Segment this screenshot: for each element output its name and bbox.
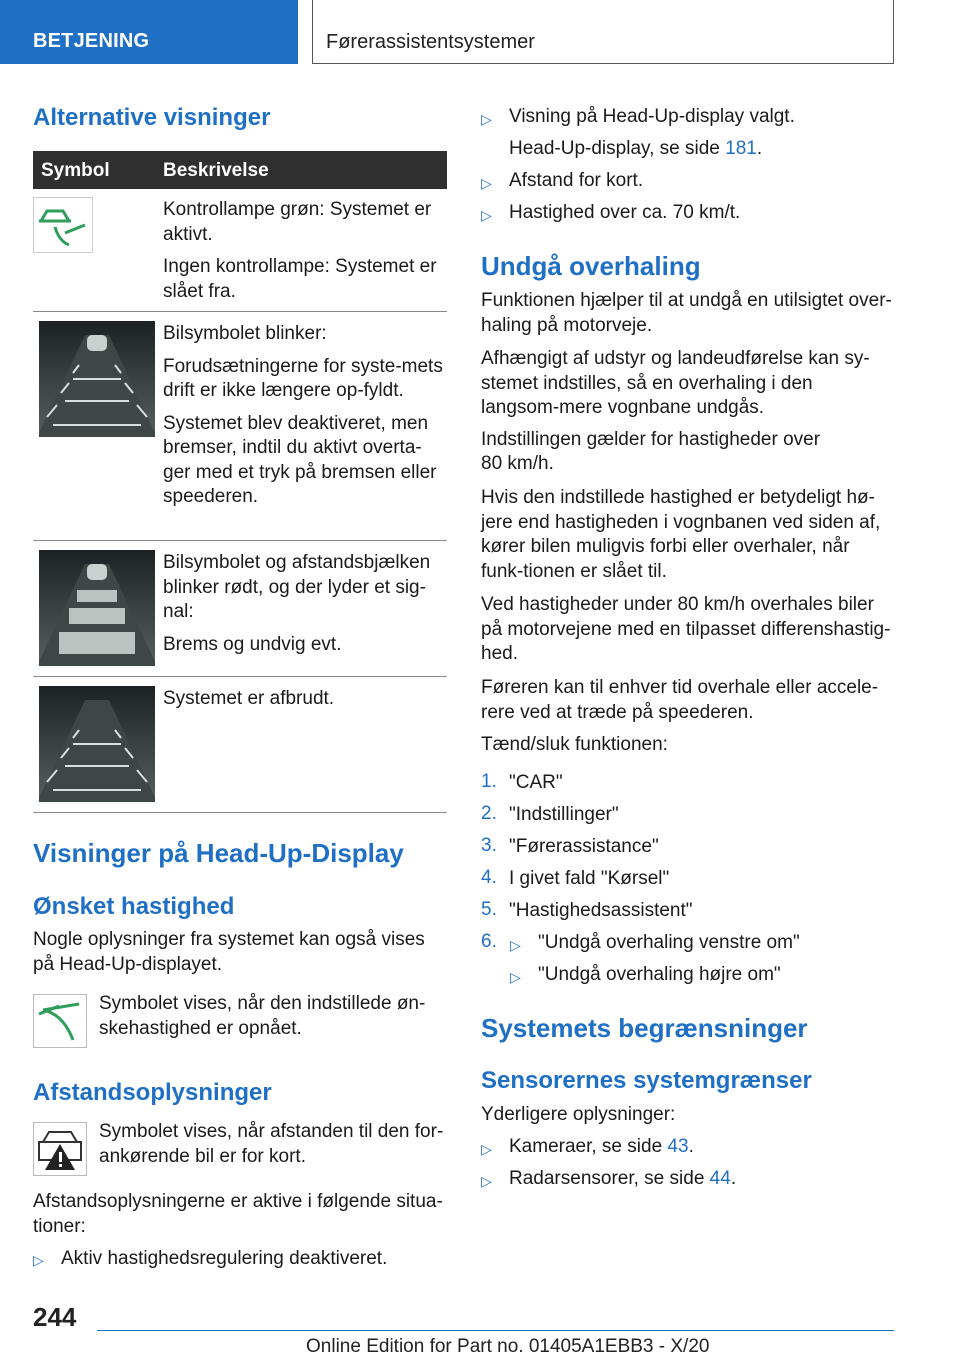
bullet-triangle-icon: ▷ [481, 175, 492, 191]
page-link-43[interactable]: 43 [667, 1136, 689, 1157]
distance-warning-icon [33, 1122, 87, 1176]
paragraph-5: Ved hastigheder under 80 km/h overhales biler på motorvejene med en tilpasset differenshastig-hed. [481, 594, 891, 664]
step-text: "Førerassistance" [509, 836, 659, 857]
col-description: Beskrivelse [163, 160, 269, 181]
page-number: 244 [33, 1302, 77, 1332]
row-divider [33, 676, 447, 677]
bullet-triangle-icon: ▷ [481, 207, 492, 223]
car-lanes-grey-icon [39, 321, 155, 437]
table-header [33, 151, 447, 189]
bullet-speed-over: Hastighed over ca. 70 km/t. [509, 202, 741, 223]
row-3-line-2: Brems og undvig evt. [163, 633, 342, 655]
bullet-triangle-icon: ▷ [481, 1173, 492, 1189]
distance-icon-description: Symbolet vises, når afstanden til den for-ankørende bil er for kort. [99, 1121, 444, 1167]
step-text: "CAR" [509, 772, 563, 793]
camera-reference-text: Kameraer, se side [509, 1136, 668, 1157]
hud-reference: Head-Up-display, se side 181. [509, 138, 763, 159]
row-4-description [163, 687, 445, 720]
heading-desired-speed: Ønsket hastighed [33, 893, 235, 920]
section-label: BETJENING [33, 30, 150, 52]
step-text: "Hastighedsassistent" [509, 900, 693, 921]
step-number: 6. [481, 931, 497, 952]
lanes-empty-icon [39, 686, 155, 802]
row-1-line-2: Ingen kontrollampe: Systemet er slået fra. [163, 256, 437, 302]
page-link-181[interactable]: 181 [725, 138, 757, 159]
row-2-line-3: Systemet blev deaktiveret, men bremser, indtil du aktivt overta-ger med et tryk på bremsen eller speederen. [163, 412, 437, 507]
distance-paragraph: Afstandsoplysningerne er aktive i følgende situa-tioner: [33, 1191, 443, 1237]
heading-sensor-limits: Sensorernes systemgrænser [481, 1067, 812, 1094]
col-symbol: Symbol [41, 160, 110, 181]
car-distance-green-icon [33, 197, 93, 253]
section-tab [0, 0, 298, 64]
footer-edition: Online Edition for Part no. 01405A1EBB3 - X/20 [306, 1336, 710, 1357]
heading-system-limits: Systemets begrænsninger [481, 1013, 808, 1043]
row-4-line-1: Systemet er afbrudt. [163, 688, 335, 709]
step-number: 3. [481, 835, 497, 856]
row-3-line-1: Bilsymbolet og afstandsbjælken blinker rødt, og der lyder et sig-nal: [163, 552, 431, 622]
step-text: I givet fald "Kørsel" [509, 868, 670, 889]
row-divider [33, 540, 447, 541]
step-number: 5. [481, 899, 497, 920]
radar-reference: Radarsensorer, se side 44. [509, 1168, 737, 1189]
more-info-label: Yderligere oplysninger: [481, 1104, 676, 1125]
row-2-description [163, 322, 445, 518]
radar-reference-text: Radarsensorer, se side [509, 1168, 710, 1189]
table-bottom-rule [33, 812, 447, 813]
paragraph-3b: 80 km/h. [481, 453, 554, 474]
step-text: "Undgå overhaling venstre om" [538, 932, 800, 953]
chapter-tab [312, 0, 894, 64]
step-number: 1. [481, 771, 497, 792]
speed-icon-description: Symbolet vises, når den indstillede øn-skehastighed er opnået. [99, 993, 426, 1039]
step-number: 2. [481, 803, 497, 824]
chapter-label: Førerassistentsystemer [326, 31, 535, 53]
step-number: 4. [481, 867, 497, 888]
bullet-triangle-icon: ▷ [481, 111, 492, 127]
paragraph-7: Tænd/sluk funktionen: [481, 734, 668, 755]
bullet-hud-selected: Visning på Head-Up-display valgt. [509, 106, 795, 127]
page-link-44[interactable]: 44 [709, 1168, 731, 1189]
bullet-triangle-icon: ▷ [33, 1252, 44, 1268]
speed-paragraph: Nogle oplysninger fra systemet kan også vises på Head-Up-displayet. [33, 929, 425, 975]
bullet-triangle-icon: ▷ [510, 937, 521, 953]
hud-reference-text: Head-Up-display, se side [509, 138, 726, 159]
heading-avoid-overtaking: Undgå overhaling [481, 251, 701, 281]
heading-alternative: Alternative visninger [33, 104, 271, 131]
speed-reached-icon [33, 994, 87, 1048]
paragraph-1: Funktionen hjælper til at undgå en utilsigtet over-haling på motorveje. [481, 290, 892, 336]
paragraph-4: Hvis den indstillede hastighed er betydeligt hø-jere end hastigheden i vognbanen ved siden af, kører bilen muligvis forbi eller overhaler, når funk-tionen er slået til. [481, 487, 881, 582]
row-1-description [163, 198, 445, 312]
row-1-line-1: Kontrollampe grøn: Systemet er aktivt. [163, 199, 432, 245]
step-6-sub-text: "Undgå overhaling højre om" [538, 964, 781, 985]
paragraph-2: Afhængigt af udstyr og landeudførelse kan sy-stemet indstilles, så en overhaling i den langsom-mere vognbane undgås. [481, 348, 870, 418]
paragraph-3a: Indstillingen gælder for hastigheder over [481, 429, 821, 450]
bullet-distance-short: Afstand for kort. [509, 170, 644, 191]
bullet-triangle-icon: ▷ [510, 969, 521, 985]
camera-reference: Kameraer, se side 43. [509, 1136, 694, 1157]
heading-distance: Afstandsoplysninger [33, 1079, 272, 1106]
paragraph-6: Føreren kan til enhver tid overhale eller accele-rere ved at træde på speederen. [481, 677, 879, 723]
bullet-text: Aktiv hastighedsregulering deaktiveret. [61, 1248, 388, 1269]
row-3-description [163, 551, 445, 665]
footer-rule [97, 1330, 894, 1331]
row-2-line-1: Bilsymbolet blinker: [163, 323, 327, 344]
step-text: "Indstillinger" [509, 804, 619, 825]
car-distance-bars-icon [39, 550, 155, 666]
row-2-line-2: Forudsætningerne for syste-mets drift er ikke længere op-fyldt. [163, 355, 443, 401]
row-divider [33, 311, 447, 312]
heading-hud: Visninger på Head-Up-Display [33, 838, 404, 868]
bullet-triangle-icon: ▷ [481, 1141, 492, 1157]
